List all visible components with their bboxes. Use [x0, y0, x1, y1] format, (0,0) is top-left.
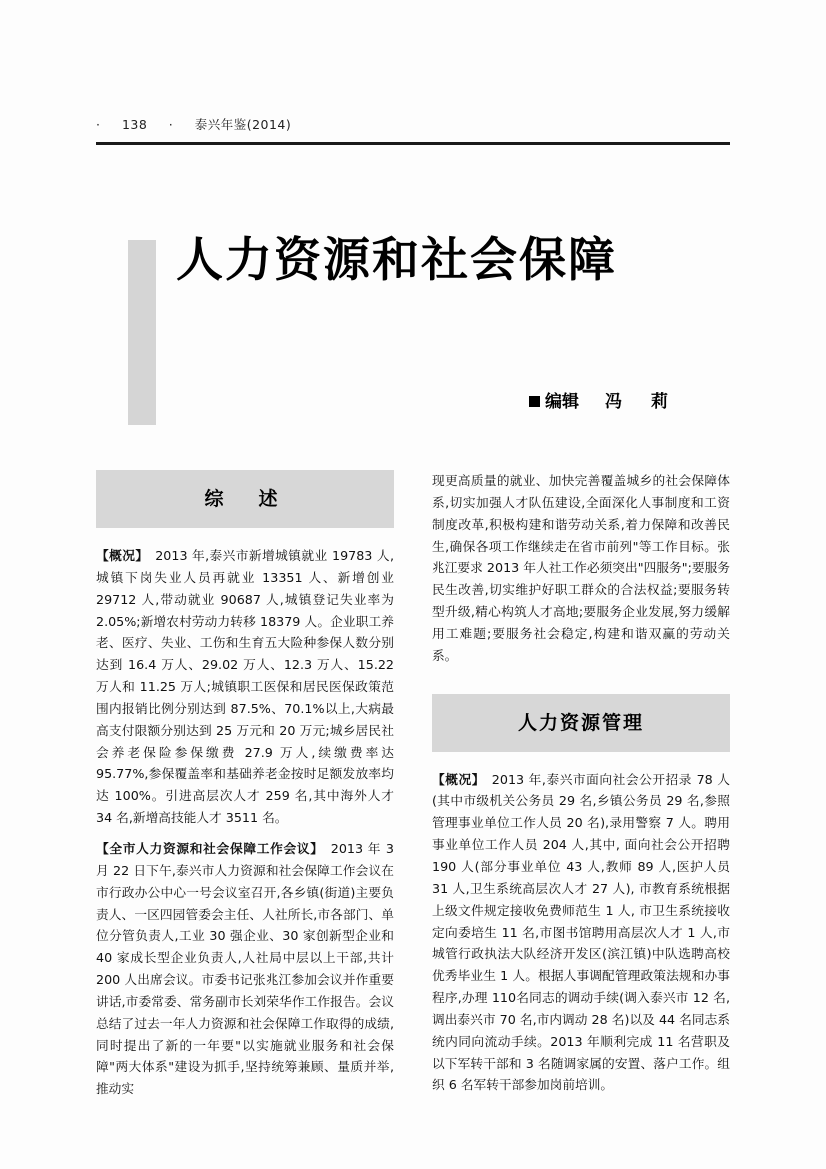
- page-header: [96, 115, 730, 133]
- editor-label: 编辑: [545, 392, 579, 412]
- right-column: [432, 470, 730, 1105]
- editor-credit: [529, 387, 674, 412]
- paragraph: [432, 769, 730, 1097]
- section-heading-hr-management: 人力资源管理: [432, 694, 730, 752]
- paragraph-text: 2013 年,泰兴市面向社会公开招录 78 人(其中市级机关公务员 29 名,乡镇公务员 29 名,参照管理事业单位工作人员 20 名),录用警察 7 人。聘用事业单位工作人员 204 人,其中, 面向社会公开招聘 190 人(部分事业单位 43 人,教师 89 人,医护人员 31 人,卫生系统高层次人才 27 人), 市教育系统根据上级文件规定接收免费师范生 1 人, 市卫生系统接收定向委培生 11 名,市图书馆聘用高层次人才 1 人,市城管行政执法大队经济开发区(滨江镇)中队选聘高校优秀毕业生 1 人。根据人事调配管理政策法规和办事程序,办理 110名同志的调动手续(调入泰兴市 12 名,调出泰兴市 70 名,市内调动 28 名)以及 44 名同志系统内同向流动手续。2013 年顺利完成 11 名营职及以下军转干部和 3 名随调家属的安置、落户工作。组织 6 名军转干部参加岗前培训。: [432, 771, 730, 1093]
- page-title: 人力资源和社会保障: [176, 233, 617, 288]
- header-bullet-left: ·: [96, 117, 101, 132]
- paragraph-text: 2013 年 3 月 22 日下午,泰兴市人力资源和社会保障工作会议在市行政办公中心一号会议室召开,各乡镇(街道)主要负责人、一区四园管委会主任、人社所长,市各部门、单位分管负责人,工业 30 强企业、30 家创新型企业和 40 家成长型企业负责人,人社局中层以上干部,共计 200 人出席会议。市委书记张兆江参加会议并作重要讲话,市委常委、常务副市长刘荣华作工作报告。会议总结了过去一年人力资源和社会保障工作取得的成绩,同时提出了新的一年要"以实施就业服务和社会保障"两大体系"建设为抓手,坚持统筹兼顾、量质并举,推动实: [96, 840, 394, 1097]
- paragraph-text: 2013 年,泰兴市新增城镇就业 19783 人,城镇下岗失业人员再就业 13351 人、新增创业 29712 人,带动就业 90687 人,城镇登记失业率为 2.05%;新增农村劳动力转移 18379 人。企业职工养老、医疗、失业、工伤和生育五大险种参保人数分别达到 16.4 万人、29.02 万人、12.3 万人、15.22 万人和 11.25 万人;城镇职工医保和居民医保政策范围内报销比例分别达到 87.5%、70.1%以上,大病最高支付限额分别达到 25 万元和 20 万元;城乡居民社会养老保险参保缴费 27.9 万人,续缴费率达 95.77%,参保覆盖率和基础养老金按时足额发放率均达 100%。引进高层次人才 259 名,其中海外人才 34 名,新增高技能人才 3511 名。: [96, 548, 394, 826]
- paragraph: [96, 838, 394, 1100]
- paragraph-lead: 【概况】: [432, 771, 479, 787]
- paragraph-lead: 【概况】: [96, 548, 143, 563]
- left-column: [96, 470, 394, 1109]
- paragraph: [96, 545, 394, 829]
- body-columns: [96, 470, 730, 1110]
- page-number: 138: [121, 117, 148, 132]
- section-heading-overview: 综 述: [96, 470, 394, 528]
- paragraph-lead: 【全市人力资源和社会保障工作会议】: [96, 840, 318, 856]
- title-accent-bar: [128, 240, 156, 425]
- header-bullet-right: ·: [168, 117, 174, 132]
- square-bullet-icon: [529, 396, 540, 407]
- editor-name: 冯 莉: [605, 392, 674, 412]
- book-title: 泰兴年鉴(2014): [194, 117, 292, 132]
- title-block: [96, 205, 730, 435]
- paragraph-continuation: 现更高质量的就业、加快完善覆盖城乡的社会保障体系,切实加强人才队伍建设,全面深化人事制度和工资制度改革,积极构建和谐劳动关系,着力保障和改善民生,确保各项工作继续走在省市前列"等工作目标。张兆江要求 2013 年人社工作必须突出"四服务";要服务民生改善,切实维护好职工群众的合法权益;要服务转型升级,精心构筑人才高地;要服务企业发展,努力缓解用工难题;要服务社会稳定,构建和谐双赢的劳动关系。: [432, 473, 730, 663]
- header-divider: [96, 142, 730, 145]
